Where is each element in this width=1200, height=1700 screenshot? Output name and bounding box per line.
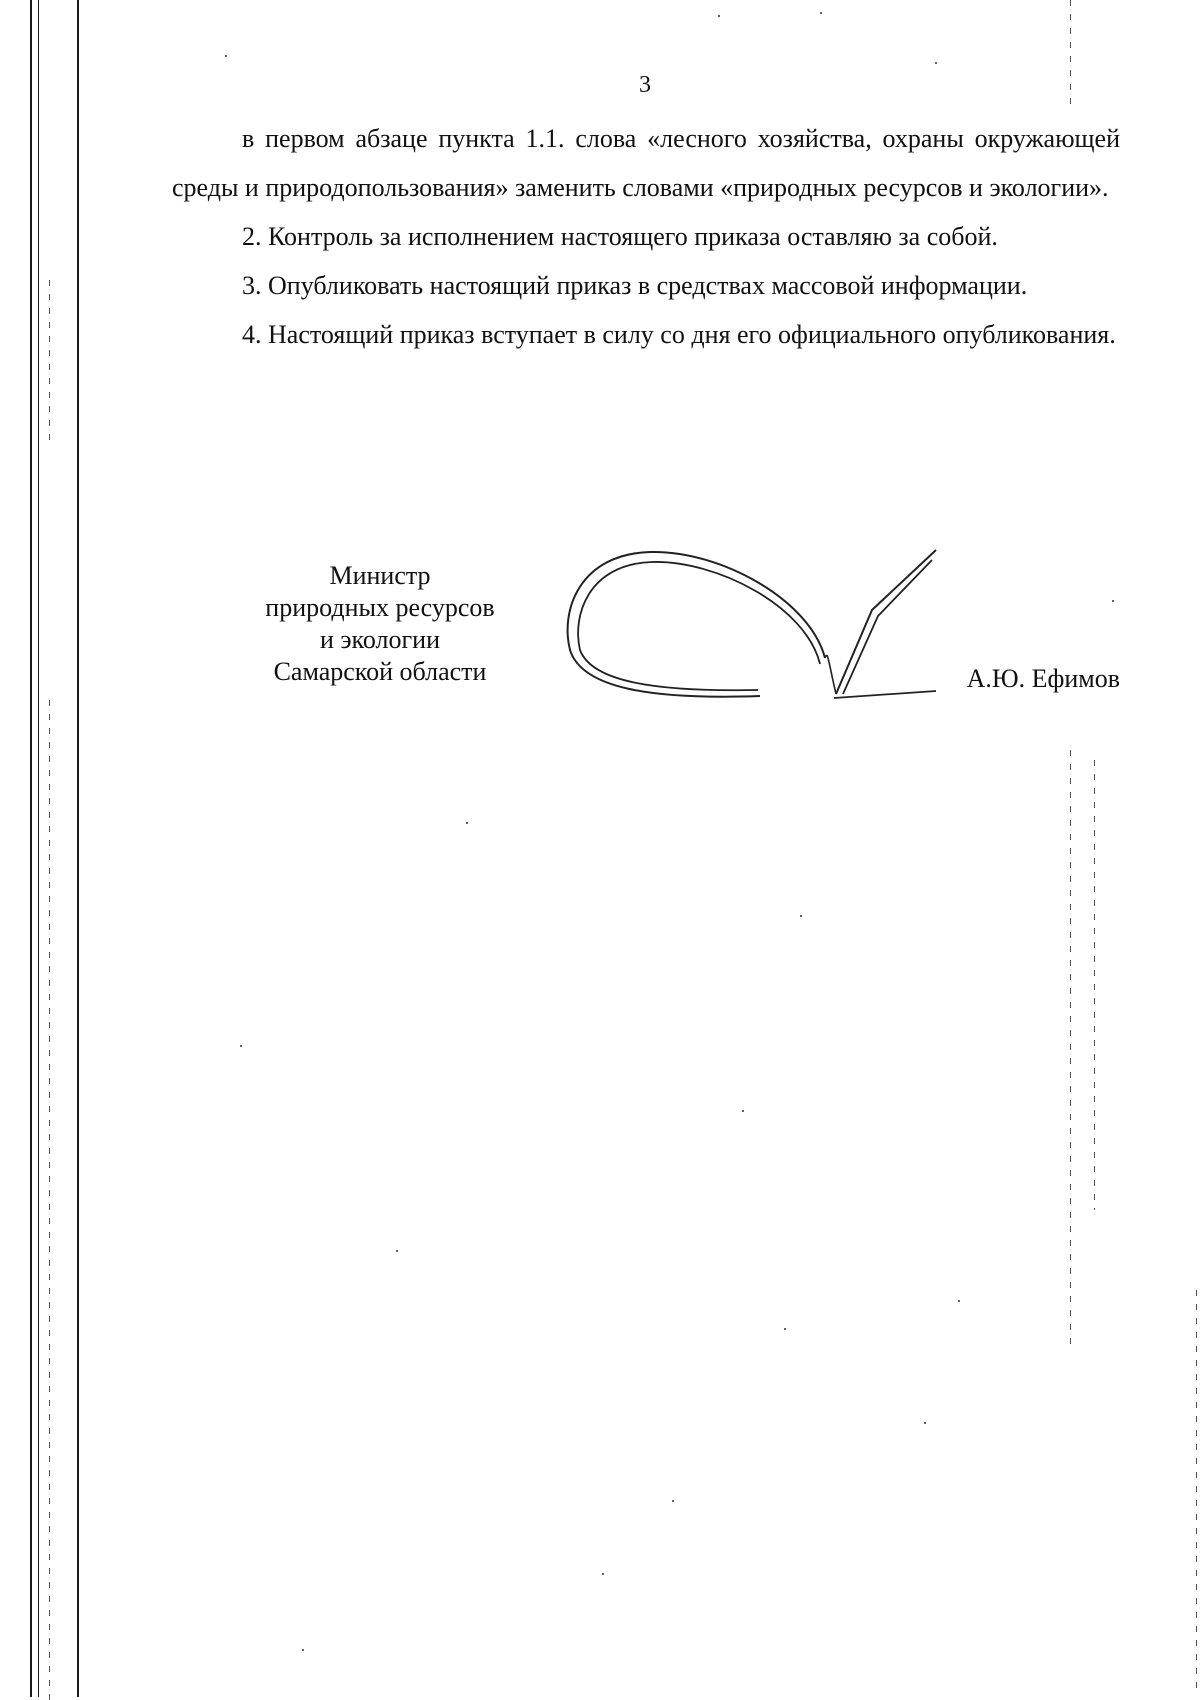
signatory-title-line: Самарской области <box>273 657 487 686</box>
paragraph-amendment: в первом абзаце пункта 1.1. слова «лесного хозяйства, охраны окружающей среды и природопользования» заменить словами «природных ресурсов и экологии». <box>172 124 1120 202</box>
binding-line <box>38 0 39 1697</box>
scan-dash-line <box>49 700 50 1700</box>
scan-speck <box>672 1500 674 1502</box>
scan-speck <box>302 1649 304 1651</box>
paragraph-publish: 3. Опубликовать настоящий приказ в средствах массовой информации. <box>242 271 1028 300</box>
scan-speck <box>800 915 802 917</box>
scan-dash-line <box>1196 1290 1197 1690</box>
handwritten-signature <box>560 540 950 730</box>
scan-speck <box>958 1300 960 1302</box>
document-body <box>172 114 1120 359</box>
scan-speck <box>742 1110 744 1112</box>
signatory-title <box>230 560 530 688</box>
page-number: 3 <box>639 72 651 98</box>
scan-dash-line <box>1070 750 1071 1350</box>
scan-speck <box>396 1250 398 1252</box>
signatory-title-line: и экологии <box>319 625 440 654</box>
scan-speck <box>935 62 937 64</box>
paragraph-control: 2. Контроль за исполнением настоящего приказа оставляю за собой. <box>242 222 998 251</box>
scan-dash-line <box>1094 760 1095 1210</box>
scan-speck <box>225 55 227 57</box>
paragraph-effective: 4. Настоящий приказ вступает в силу со дня его официального опубликования. <box>242 320 1116 349</box>
scan-speck <box>602 1573 604 1575</box>
scan-speck <box>924 1422 926 1424</box>
binding-line <box>77 0 79 1697</box>
scan-speck <box>240 1045 242 1047</box>
signatory-name: А.Ю. Ефимов <box>966 664 1120 693</box>
scan-dash-line <box>49 280 50 440</box>
scan-speck <box>1112 600 1114 602</box>
scan-speck <box>820 12 822 14</box>
binding-line <box>30 0 32 1697</box>
signatory-title-line: Министр <box>329 561 431 590</box>
signatory-title-line: природных ресурсов <box>265 593 495 622</box>
scan-speck <box>466 822 468 824</box>
scan-speck <box>784 1328 786 1330</box>
scan-speck <box>718 15 720 17</box>
